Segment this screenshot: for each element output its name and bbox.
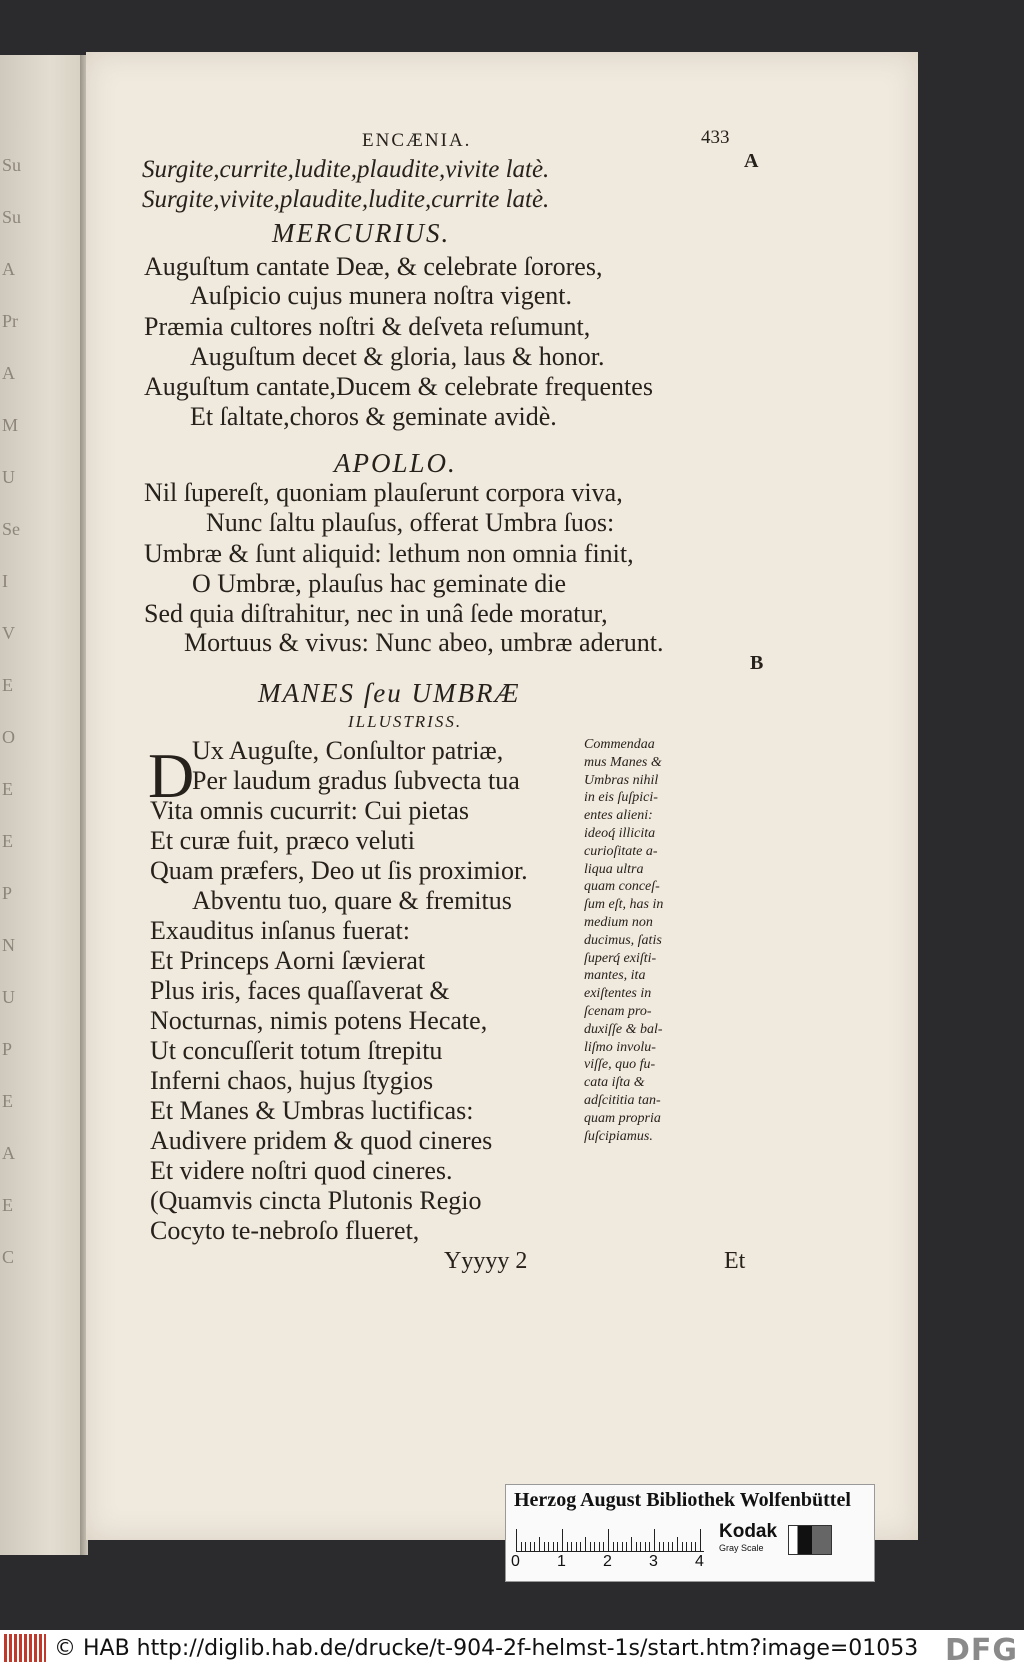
ruler-tick bbox=[622, 1542, 623, 1551]
verse-line: Et ſaltate,choros & geminate avidè. bbox=[190, 402, 557, 431]
marginal-note-line: medium non bbox=[584, 914, 653, 930]
ruler-tick bbox=[631, 1537, 632, 1551]
ruler-tick bbox=[682, 1542, 683, 1551]
marginal-note-line: Umbras nihil bbox=[584, 772, 659, 788]
marginal-note-line: in eis ſuſpici- bbox=[584, 790, 658, 806]
verse-line: Ut concuſſerit totum ſtrepitu bbox=[150, 1036, 443, 1065]
catchword: Et bbox=[724, 1248, 746, 1274]
ruler-tick bbox=[645, 1542, 646, 1551]
ruler-tick bbox=[603, 1542, 604, 1551]
verse-line: Et videre noſtri quod cineres. bbox=[150, 1156, 453, 1185]
ruler-tick bbox=[525, 1542, 526, 1551]
marginal-note bbox=[584, 736, 663, 1145]
facing-page-fragment: P bbox=[2, 1039, 13, 1059]
ruler-tick bbox=[544, 1542, 545, 1551]
ruler-tick bbox=[649, 1542, 650, 1551]
facing-page-fragment: Su bbox=[2, 155, 22, 175]
gray-scale-swatch bbox=[788, 1525, 832, 1555]
facing-page-fragment: Su bbox=[2, 207, 22, 227]
facing-page-fragment: I bbox=[2, 571, 8, 591]
ruler-tick bbox=[516, 1529, 517, 1551]
ruler-tick bbox=[663, 1542, 664, 1551]
ruler-tick bbox=[700, 1529, 701, 1551]
verse-line: Exauditus inſanus fuerat: bbox=[150, 916, 410, 945]
manes-subheading: ILLUSTRISS. bbox=[348, 712, 463, 731]
verse-line: Inferni chaos, hujus ſtygios bbox=[150, 1066, 434, 1095]
marginal-note-line: mantes, ita bbox=[584, 968, 646, 984]
ruler-tick bbox=[686, 1542, 687, 1551]
verse-line: Auguſtum cantate,Ducem & celebrate frequentes bbox=[144, 372, 653, 401]
verse-line: Quam præfers, Deo ut ſis proximior. bbox=[150, 856, 528, 885]
facing-page-fragment: P bbox=[2, 883, 13, 903]
book-page bbox=[86, 52, 918, 1540]
running-head: ENCÆNIA. bbox=[362, 130, 472, 151]
scale-number: 1 bbox=[557, 1553, 566, 1570]
scale-number: 0 bbox=[511, 1553, 520, 1570]
scale-number: 2 bbox=[603, 1553, 612, 1570]
verse-line: Audivere pridem & quod cineres bbox=[150, 1126, 493, 1155]
mercurius-heading: MERCURIUS. bbox=[272, 218, 451, 248]
verse-line: Abventu tuo, quare & fremitus bbox=[192, 886, 512, 915]
marginal-note-line: adſcititia tan- bbox=[584, 1092, 661, 1108]
ruler-tick bbox=[557, 1542, 558, 1551]
marginal-note-line: liſmo involu- bbox=[584, 1039, 656, 1055]
ruler-tick bbox=[640, 1542, 641, 1551]
gray-scale-caption: Gray Scale bbox=[719, 1543, 764, 1553]
verse-line: Plus iris, faces quaſſaverat & bbox=[150, 976, 450, 1005]
verse-line: Auguſtum cantate Deæ, & celebrate ſorores, bbox=[144, 252, 603, 281]
verse-line: O Umbræ, plauſus hac geminate die bbox=[192, 569, 567, 598]
ruler-tick bbox=[521, 1542, 522, 1551]
marginal-note-line: ſum eſt, has in bbox=[584, 897, 664, 913]
verse-line: Nocturnas, nimis potens Hecate, bbox=[150, 1006, 488, 1035]
kodak-logo: Kodak bbox=[719, 1521, 778, 1542]
facing-page-fragment: N bbox=[2, 935, 15, 955]
verse-line: Præmia cultores noſtri & deſveta reſumunt, bbox=[144, 312, 591, 341]
marginal-note-line: liqua ultra bbox=[584, 861, 644, 877]
dfg-logo: DFG bbox=[944, 1633, 1018, 1668]
ruler-tick bbox=[553, 1542, 554, 1551]
verse-line: Per laudum gradus ſubvecta tua bbox=[192, 766, 520, 795]
marginal-note-line: ducimus, ſatis bbox=[584, 932, 662, 948]
marginal-note-line: ſuperq́ exiſti- bbox=[584, 950, 657, 966]
facing-page-fragment: A bbox=[2, 259, 15, 279]
marginal-note-line: entes alieni: bbox=[584, 808, 653, 824]
margin-mark-a: A bbox=[744, 150, 759, 172]
footer-bar bbox=[0, 1630, 1024, 1668]
ruler-tick bbox=[548, 1542, 549, 1551]
barcode-icon bbox=[4, 1634, 46, 1662]
marginal-note-line: ſcenam pro- bbox=[584, 1003, 652, 1019]
ruler-tick bbox=[613, 1542, 614, 1551]
marginal-note-line: ideoq́ illicita bbox=[584, 825, 656, 841]
facing-page-fragment: E bbox=[2, 1195, 13, 1215]
verse-line: Et Princeps Aorni ſævierat bbox=[150, 946, 426, 975]
marginal-note-line: duxiſſe & bal- bbox=[584, 1021, 663, 1037]
facing-page-fragment: O bbox=[2, 727, 15, 747]
verse-line: Auguſtum decet & gloria, laus & honor. bbox=[190, 342, 605, 371]
marginal-note-line: exiſtentes in bbox=[584, 986, 652, 1002]
marginal-note-line: ſuſcipiamus. bbox=[584, 1128, 653, 1144]
marginal-note-line: cata iſta & bbox=[584, 1075, 645, 1091]
opening-line: Surgite,vivite,plaudite,ludite,currite latè. bbox=[142, 186, 550, 213]
ruler-tick bbox=[677, 1537, 678, 1551]
facing-page-fragment: E bbox=[2, 779, 13, 799]
apollo-heading: APOLLO. bbox=[334, 448, 457, 478]
ruler-tick bbox=[626, 1542, 627, 1551]
verse-line: Auſpicio cujus munera noſtra vigent. bbox=[190, 281, 572, 310]
margin-mark-b: B bbox=[750, 652, 764, 674]
facing-page-fragment: E bbox=[2, 831, 13, 851]
ruler-tick bbox=[659, 1542, 660, 1551]
verse-line: Nil ſupereſt, quoniam plauſerunt corpora viva, bbox=[144, 478, 623, 507]
facing-page-fragment: E bbox=[2, 675, 13, 695]
library-label-card bbox=[505, 1484, 875, 1582]
facing-page-fragment: Pr bbox=[2, 311, 19, 331]
ruler-tick bbox=[691, 1542, 692, 1551]
ruler-tick bbox=[539, 1537, 540, 1551]
scale-ruler bbox=[516, 1523, 704, 1552]
ruler-tick bbox=[590, 1542, 591, 1551]
ruler-tick bbox=[668, 1542, 669, 1551]
marginal-note-line: viſſe, quo fu- bbox=[584, 1057, 656, 1073]
ruler-tick bbox=[571, 1542, 572, 1551]
facing-page-fragment: U bbox=[2, 467, 15, 487]
facing-page-fragment: A bbox=[2, 1143, 15, 1163]
verse-line: Sed quia diſtrahitur, nec in unâ ſede moratur, bbox=[144, 599, 608, 628]
ruler-tick bbox=[530, 1542, 531, 1551]
ruler-tick bbox=[636, 1542, 637, 1551]
drop-cap: D bbox=[148, 740, 195, 811]
opening-line: Surgite,currite,ludite,plaudite,vivite latè. bbox=[142, 156, 550, 183]
scale-number: 4 bbox=[695, 1553, 704, 1570]
marginal-note-line: Commendaa bbox=[584, 737, 655, 752]
marginal-note-line: curioſitate a- bbox=[584, 843, 658, 859]
ruler-tick bbox=[695, 1542, 696, 1551]
verse-line: Et Manes & Umbras luctificas: bbox=[150, 1096, 474, 1125]
library-name: Herzog August Bibliothek Wolfenbüttel bbox=[514, 1489, 851, 1511]
facing-page-fragment: U bbox=[2, 987, 15, 1007]
facing-page-fragment: Se bbox=[2, 519, 20, 539]
signature-mark: Yyyyy 2 bbox=[444, 1248, 528, 1274]
ruler-tick bbox=[562, 1529, 563, 1551]
marginal-note-line: quam conceſ- bbox=[584, 879, 660, 895]
facing-page-edge bbox=[0, 55, 84, 1555]
marginal-note-line: mus Manes & bbox=[584, 754, 662, 770]
ruler-tick bbox=[599, 1542, 600, 1551]
facing-page-fragment: M bbox=[2, 415, 19, 435]
verse-line: Et curæ fuit, præco veluti bbox=[150, 826, 416, 855]
verse-line: Cocyto te-nebroſo flueret, bbox=[150, 1216, 420, 1245]
ruler-tick bbox=[534, 1542, 535, 1551]
verse-line: Nunc ſaltu plauſus, offerat Umbra ſuos: bbox=[206, 508, 615, 537]
manes-heading: MANES ſeu UMBRÆ bbox=[258, 678, 521, 708]
ruler-tick bbox=[672, 1542, 673, 1551]
ruler-tick bbox=[594, 1542, 595, 1551]
facing-page-fragment: C bbox=[2, 1247, 15, 1267]
facing-page-fragment: V bbox=[2, 623, 15, 643]
ruler-tick bbox=[567, 1542, 568, 1551]
scale-number: 3 bbox=[649, 1553, 658, 1570]
marginal-note-line: quam propria bbox=[584, 1110, 661, 1126]
ruler-tick bbox=[654, 1529, 655, 1551]
footer-copyright-link[interactable]: © HAB http://diglib.hab.de/drucke/t-904-2f-helmst-1s/start.htm?image=01053 bbox=[54, 1636, 919, 1661]
verse-line: Mortuus & vivus: Nunc abeo, umbræ aderunt. bbox=[184, 628, 664, 657]
verse-line: (Quamvis cincta Plutonis Regio bbox=[150, 1186, 482, 1215]
ruler-tick bbox=[585, 1537, 586, 1551]
ruler-tick bbox=[580, 1542, 581, 1551]
verse-line: Ux Auguſte, Conſultor patriæ, bbox=[192, 736, 504, 765]
ruler-tick bbox=[576, 1542, 577, 1551]
page-number: 433 bbox=[701, 127, 730, 148]
facing-page-fragment: E bbox=[2, 1091, 13, 1111]
verse-line: Vita omnis cucurrit: Cui pietas bbox=[150, 796, 470, 825]
ruler-tick bbox=[608, 1529, 609, 1551]
verse-line: Umbræ & ſunt aliquid: lethum non omnia finit, bbox=[144, 539, 634, 568]
facing-page-fragment: A bbox=[2, 363, 15, 383]
ruler-tick bbox=[617, 1542, 618, 1551]
